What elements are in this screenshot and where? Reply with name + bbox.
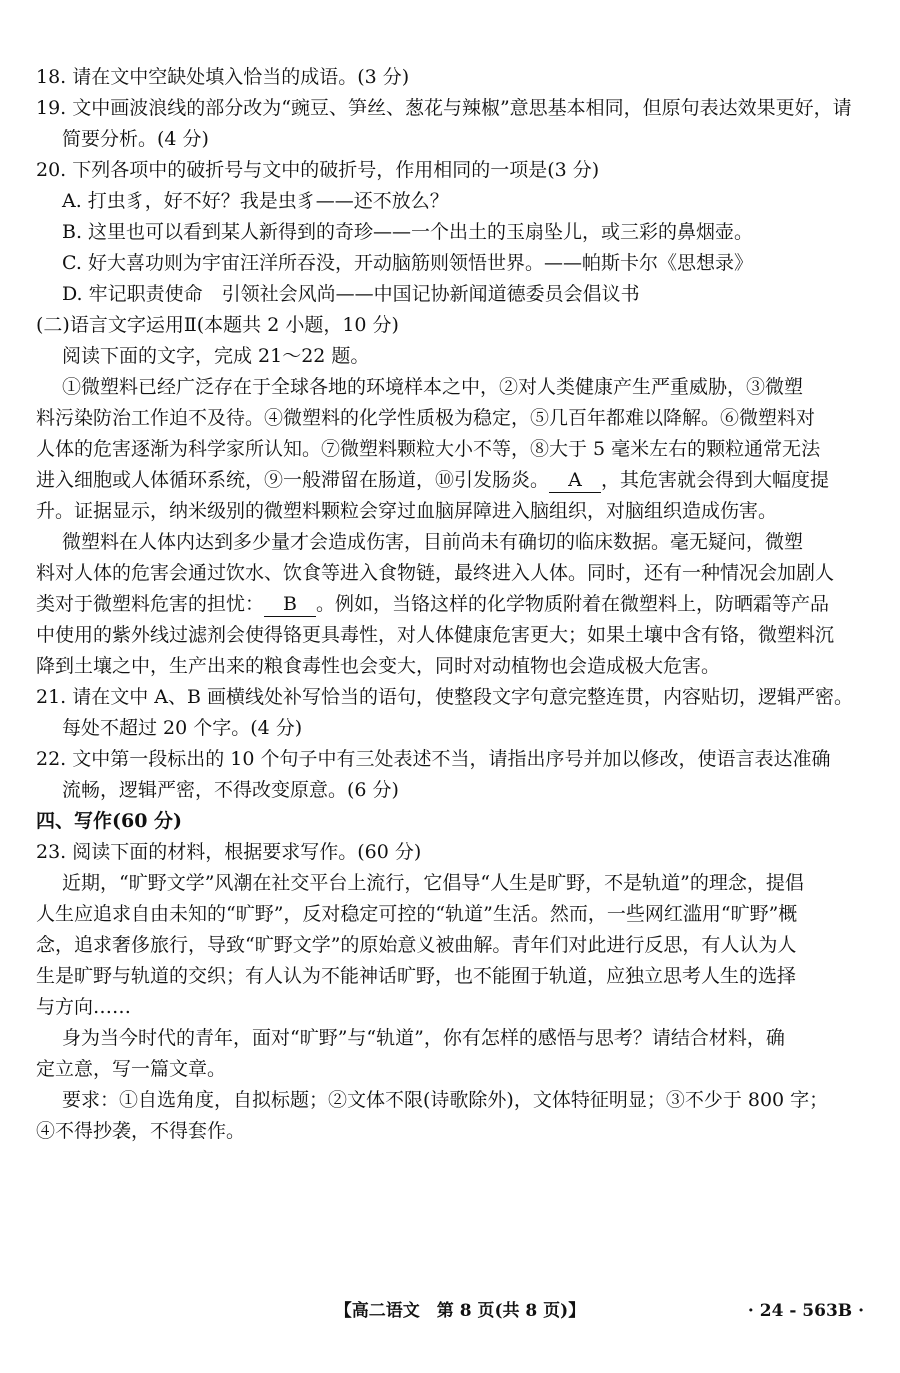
passage-p2-before-blank-b: 类对于微塑料危害的担忧： <box>36 593 265 615</box>
question-20-stem: 20. 下列各项中的破折号与文中的破折号，作用相同的一项是(3 分) <box>36 159 600 181</box>
material-p2-line-2: 定立意，写一篇文章。 <box>36 1058 227 1080</box>
requirements-line-2: ④不得抄袭，不得套作。 <box>36 1120 246 1142</box>
material-p1-line-2: 人生应追求自由未知的“旷野”，反对稳定可控的“轨道”生活。然而，一些网红滥用“旷野”概 <box>36 903 798 925</box>
passage-p1-line-3: 人体的危害逐渐为科学家所认知。⑦微塑料颗粒大小不等，⑧大于 5 毫米左右的颗粒通常无法 <box>36 438 821 460</box>
question-20-option-b: B. 这里也可以看到某人新得到的奇珍——一个出土的玉扇坠儿，或三彩的鼻烟壶。 <box>62 221 754 243</box>
material-p1-line-1: 近期，“旷野文学”风潮在社交平台上流行，它倡导“人生是旷野，不是轨道”的理念，提倡 <box>62 872 804 894</box>
requirements-line-1: 要求：①自选角度，自拟标题；②文体不限(诗歌除外)，文体特征明显；③不少于 800 字； <box>62 1089 829 1111</box>
section-2-instruction: 阅读下面的文字，完成 21～22 题。 <box>62 345 370 367</box>
passage-p2-line-5: 降到土壤之中，生产出来的粮食毒性也会变大，同时对动植物也会造成极大危害。 <box>36 655 721 677</box>
question-20-option-a: A. 打虫豸，好不好？我是虫豸——还不放么？ <box>62 190 449 212</box>
question-19-line-1: 19. 文中画波浪线的部分改为“豌豆、笋丝、葱花与辣椒”意思基本相同，但原句表达效果更好，请 <box>36 97 852 119</box>
question-23: 23. 阅读下面的材料，根据要求写作。(60 分) <box>36 841 422 863</box>
passage-p2-line-3 <box>36 589 876 620</box>
question-21-line-2: 每处不超过 20 个字。(4 分) <box>62 717 303 739</box>
material-p1-line-4: 生是旷野与轨道的交织；有人认为不能神话旷野，也不能囿于轨道，应独立思考人生的选择 <box>36 965 797 987</box>
passage-p2-line-2: 料对人体的危害会通过饮水、饮食等进入食物链，最终进入人体。同时，还有一种情况会加剧人 <box>36 562 835 584</box>
section-4-title: 四、写作(60 分) <box>36 810 183 832</box>
passage-p2-line-1: 微塑料在人体内达到多少量才会造成伤害，目前尚未有确切的临床数据。毫无疑问，微塑 <box>62 531 804 553</box>
question-22-line-1: 22. 文中第一段标出的 10 个句子中有三处表述不当，请指出序号并加以修改，使语言表达准确 <box>36 748 831 770</box>
passage-p1-line-1: ①微塑料已经广泛存在于全球各地的环境样本之中，②对人类健康产生严重威胁，③微塑 <box>62 376 804 398</box>
blank-a: A <box>549 468 601 493</box>
blank-b: B <box>264 592 316 617</box>
passage-p2-line-4: 中使用的紫外线过滤剂会使得铬更具毒性，对人体健康危害更大；如果土壤中含有铬，微塑料沉 <box>36 624 835 646</box>
footer-exam-code: · 24 - 563B · <box>747 1301 864 1321</box>
passage-p1-line-5: 升。证据显示，纳米级别的微塑料颗粒会穿过血脑屏障进入脑组织，对脑组织造成伤害。 <box>36 500 778 522</box>
passage-p1-line-4 <box>36 465 876 496</box>
question-18: 18. 请在文中空缺处填入恰当的成语。(3 分) <box>36 66 410 88</box>
section-2-title: (二)语言文字运用Ⅱ(本题共 2 小题，10 分) <box>36 314 399 336</box>
passage-p1-line-4-text: 进入细胞或人体循环系统，⑨一般滞留在肠道，⑩引发肠炎。 <box>36 469 550 491</box>
passage-p1-after-blank-a: ，其危害就会得到大幅度提 <box>601 469 830 491</box>
question-20-option-d: D. 牢记职责使命 引领社会风尚——中国记协新闻道德委员会倡议书 <box>62 283 640 305</box>
material-p1-line-3: 念，追求奢侈旅行，导致“旷野文学”的原始意义被曲解。青年们对此进行反思，有人认为人 <box>36 934 797 956</box>
material-p2-line-1: 身为当今时代的青年，面对“旷野”与“轨道”，你有怎样的感悟与思考？请结合材料，确 <box>62 1027 785 1049</box>
exam-content <box>36 62 876 1147</box>
material-p1-line-5: 与方向…… <box>36 996 132 1018</box>
passage-p2-after-blank-b: 。例如，当铬这样的化学物质附着在微塑料上，防晒霜等产品 <box>316 593 830 615</box>
question-21-line-1: 21. 请在文中 A、B 画横线处补写恰当的语句，使整段文字句意完整连贯，内容贴切，逻辑严密。 <box>36 686 854 708</box>
page-footer <box>0 1296 900 1326</box>
passage-p1-line-2: 料污染防治工作迫不及待。④微塑料的化学性质极为稳定，⑤几百年都难以降解。⑥微塑料对 <box>36 407 816 429</box>
footer-page-label: 【高二语文 第 8 页(共 8 页)】 <box>334 1301 586 1321</box>
question-19-line-2: 简要分析。(4 分) <box>62 128 209 150</box>
question-20-option-c: C. 好大喜功则为宇宙汪洋所吞没，开动脑筋则领悟世界。——帕斯卡尔《思想录》 <box>62 252 753 274</box>
question-22-line-2: 流畅，逻辑严密，不得改变原意。(6 分) <box>62 779 399 801</box>
